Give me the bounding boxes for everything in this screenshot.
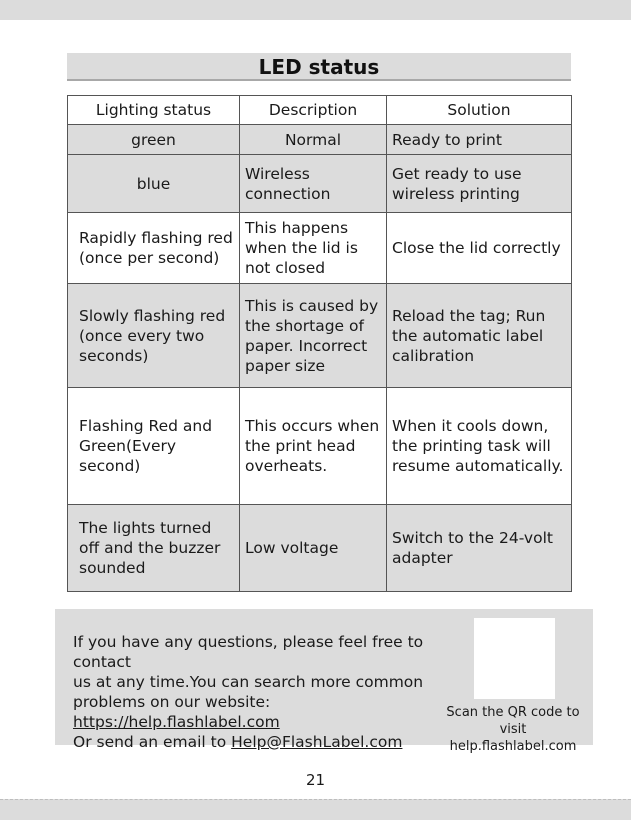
solution-cell: Ready to print <box>387 125 572 155</box>
lighting-status-cell: Slowly flashing red (once every two seconds) <box>68 284 240 388</box>
table-header-row <box>68 96 572 125</box>
header-solution: Solution <box>387 96 572 125</box>
bottom-margin-bar <box>0 799 631 820</box>
qr-caption-line: Scan the QR code to visit <box>446 705 580 737</box>
table-row <box>68 125 572 155</box>
qr-code-placeholder <box>474 618 555 699</box>
solution-cell: Get ready to use wireless printing <box>387 155 572 213</box>
table-row <box>68 213 572 284</box>
page-number: 21 <box>305 771 326 789</box>
header-description: Description <box>240 96 387 125</box>
qr-caption <box>433 704 593 755</box>
email-link[interactable]: Help@FlashLabel.com <box>231 733 403 751</box>
contact-info-box <box>55 609 593 754</box>
header-lighting-status: Lighting status <box>68 96 240 125</box>
contact-line <box>73 732 473 752</box>
solution-cell: Close the lid correctly <box>387 213 572 284</box>
table-row <box>68 155 572 213</box>
lighting-status-cell: The lights turned off and the buzzer sounded <box>68 505 240 592</box>
description-cell: This is caused by the shortage of paper. Incorrect paper size <box>240 284 387 388</box>
description-cell: Wireless connection <box>240 155 387 213</box>
description-cell: This occurs when the print head overheats. <box>240 388 387 505</box>
section-title: LED status <box>67 53 571 81</box>
solution-cell: Reload the tag; Run the automatic label calibration <box>387 284 572 388</box>
description-cell: This happens when the lid is not closed <box>240 213 387 284</box>
contact-line: If you have any questions, please feel free to contact <box>73 633 424 671</box>
lighting-status-cell: Flashing Red and Green(Every second) <box>68 388 240 505</box>
description-cell: Low voltage <box>240 505 387 592</box>
table-row <box>68 388 572 505</box>
website-prefix: problems on our website: <box>73 693 271 711</box>
contact-line: us at any time.You can search more common <box>73 673 424 691</box>
description-cell: Normal <box>240 125 387 155</box>
solution-cell: Switch to the 24-volt adapter <box>387 505 572 592</box>
email-prefix: Or send an email to <box>73 733 232 751</box>
table-row <box>68 284 572 388</box>
lighting-status-cell: Rapidly flashing red (once per second) <box>68 213 240 284</box>
lighting-status-cell: blue <box>68 155 240 213</box>
solution-cell: When it cools down, the printing task will resume automatically. <box>387 388 572 505</box>
website-link[interactable]: https://help.flashlabel.com <box>73 713 280 731</box>
led-status-table <box>67 95 572 592</box>
top-margin-bar <box>0 0 631 20</box>
table-row <box>68 505 572 592</box>
lighting-status-cell: green <box>68 125 240 155</box>
contact-line <box>73 692 473 732</box>
qr-caption-line: help.flashlabel.com <box>449 739 577 754</box>
contact-text <box>73 632 473 752</box>
